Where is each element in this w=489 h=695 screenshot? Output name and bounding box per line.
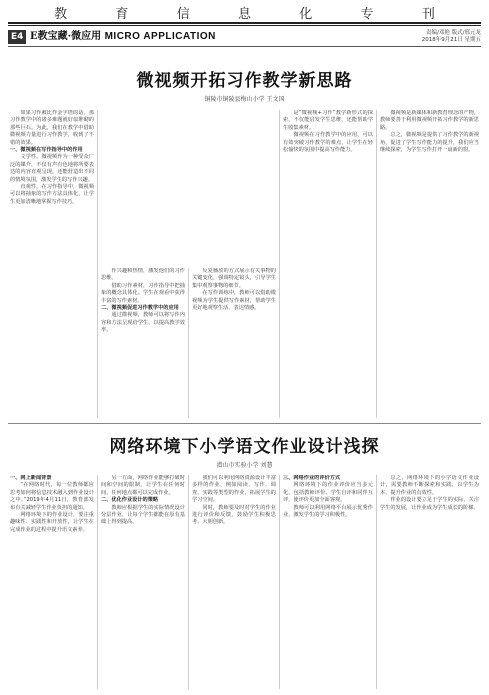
subheading: 一、微视频在写作指导中的作用: [10, 147, 83, 154]
column-rule: [97, 110, 98, 418]
paragraph: 通过微视频，教师可以将写作内容和方法呈现给学生，以提高教学效率。: [101, 312, 185, 334]
masthead-char: 息: [237, 7, 251, 22]
masthead-rule-thin: [8, 25, 481, 26]
masthead-char: 化: [299, 7, 313, 22]
paragraph: 总之，网络环境下的小学语文作业设计，需要教师不断探索和实践，以学生为本，提升作业的有效性。: [380, 475, 479, 496]
article1-column-2: [101, 268, 185, 418]
issue-meta: [422, 30, 481, 44]
subheading: 一、网上新闻背景: [10, 475, 52, 481]
paragraph: 网络环境下的作业设计，要注重趣味性、实践性和开放性，让学生在完成作业的过程中提升语文素养。: [10, 512, 94, 533]
paragraph: 总之，微视频是提供了习作教学的新视角，促进了学生写作能力的提升，我们应当继续探索，为学生写作打开一扇新的窗。: [380, 132, 479, 154]
article2-column-5: [380, 475, 479, 689]
paragraph: 是“微视频+习作”教学新形式的探索，不仅能启发学生思维，还能帮助学生收集素材。: [283, 110, 373, 131]
paragraph: 教师应根据学生的实际情况设计分层作业，让每个学生都能在原有基础上得到提高。: [101, 504, 185, 526]
masthead-char: 育: [115, 7, 129, 22]
paragraph: 网络环境下的作业评价应当多元化，包括教师评价、学生自评和同伴互评，使评价更加全面客观。: [283, 482, 373, 504]
article2-column-2: [101, 475, 185, 689]
subheading: 二、微视频促进习作教学中的应用: [101, 305, 179, 312]
article1-column-1: [10, 110, 94, 418]
article1-column-3: [192, 268, 276, 418]
paragraph: 文学性。微视频作为一种受众广泛的媒介，不仅有声有色地将所要表达的内容直观呈现，还能营造出不同的情境氛围，激发学生的写作兴趣。: [10, 154, 94, 183]
article1-title: 微视频开拓习作教学新思路: [136, 71, 353, 91]
paragraph: 微视频是新媒体和新教育理念的产物，教师要善于利用微视频开拓习作教学的新思路。: [380, 110, 479, 131]
masthead-title: [0, 3, 489, 22]
column-rule: [279, 475, 280, 689]
subheading: 二、优化作业设计的策略: [101, 497, 159, 504]
masthead-char: 教: [54, 7, 68, 22]
article2-column-4: [283, 475, 373, 689]
page-code: E4: [8, 30, 26, 44]
paragraph: 直观性。在习作指导中，微视频可以将抽象的写作方法具体化，让学生更加清晰地掌握写作技巧。: [10, 184, 94, 205]
paragraph: 作业的设计要立足于学生的实际，关注学生的发展，让作业成为学生成长的阶梯。: [380, 497, 479, 511]
paragraph: 同时，教师要及时对学生的作业进行评价和反馈，鼓励学生积极思考、大胆创新。: [192, 504, 276, 526]
masthead-rule: [8, 22, 481, 24]
paragraph: 作兴趣和热情，激发他们的习作思维。: [101, 268, 185, 282]
paragraph: 我们可以利用网络资源设计丰富多样的作业，例如阅读、写作、调查、实践等类型的作业，拓展学生的学习空间。: [192, 475, 276, 504]
section-title-cn: E教宝藏·微应用: [30, 31, 102, 42]
editor-line: 责编/邓艳 版式/邢元龙: [426, 30, 481, 36]
article2-column-1: [10, 475, 94, 689]
section-title-en: MICRO APPLICATION: [104, 31, 216, 42]
article2-author: 潜山市实验小学 刘慧: [216, 462, 273, 469]
article2-column-3: [192, 475, 276, 689]
header-divider: [8, 46, 481, 47]
date-line: 2018年9月21日 星期五: [421, 37, 481, 43]
paragraph: 在写作训练中，教师可以借助微视频为学生提供写作素材，帮助学生更好地观察生活、表达情感。: [192, 290, 276, 312]
paragraph: 教师可以利用网络平台展示优秀作业，激发学生的学习积极性。: [283, 504, 373, 519]
section-header: [8, 30, 481, 44]
column-rule: [97, 475, 98, 689]
section-title: [30, 30, 216, 44]
paragraph: 如果习作被比作金字塔的话，那习作教学中的诸多难题就好似堆砌的那些巨石。为此，我们在教学中借助微视频力量进行习作教学，收到了不错的效果。: [10, 110, 94, 146]
article-divider: [8, 423, 481, 424]
article2-title: 网络环境下小学语文作业设计浅探: [109, 437, 380, 457]
subheading: 三、网络作业的评价方式: [283, 475, 341, 481]
masthead-char: 专: [360, 7, 374, 22]
column-rule: [376, 475, 377, 689]
masthead-char: 信: [176, 7, 190, 22]
column-rule: [376, 110, 377, 418]
paragraph: 微视频在习作教学中的应用，可以有效突破习作教学的难点，让学生在轻松愉快的氛围中提高写作能力。: [283, 132, 373, 154]
article1-column-5: [380, 110, 479, 418]
paragraph: 反复播放的方式展示有关事物的关键变化，强调特定镜头，引导学生集中观察事物的细节。: [192, 268, 276, 289]
paragraph: 借助习作素材，习作指导中把抽象的概念具体化。学生在观看中获得丰富的写作素材。: [101, 282, 185, 304]
article1-author: 铜陵市铜陵县梅山小学 王文国: [204, 96, 285, 103]
paragraph: 另一方面，网络作业能够打破时间和空间的限制，让学生在任何时间、任何地点都可以完成作业。: [101, 475, 185, 496]
paragraph: “在网络时代，每一位教师都应思考如何将信息技术融入到作业设计之中。”2019年4月11日，教育部发布有关减轻学生作业负担的通知。: [10, 482, 94, 511]
masthead: [0, 0, 489, 30]
column-rule: [279, 110, 280, 418]
column-rule: [188, 475, 189, 689]
article1-column-4: [283, 110, 373, 418]
masthead-char: 刊: [421, 7, 435, 22]
column-rule: [188, 268, 189, 418]
